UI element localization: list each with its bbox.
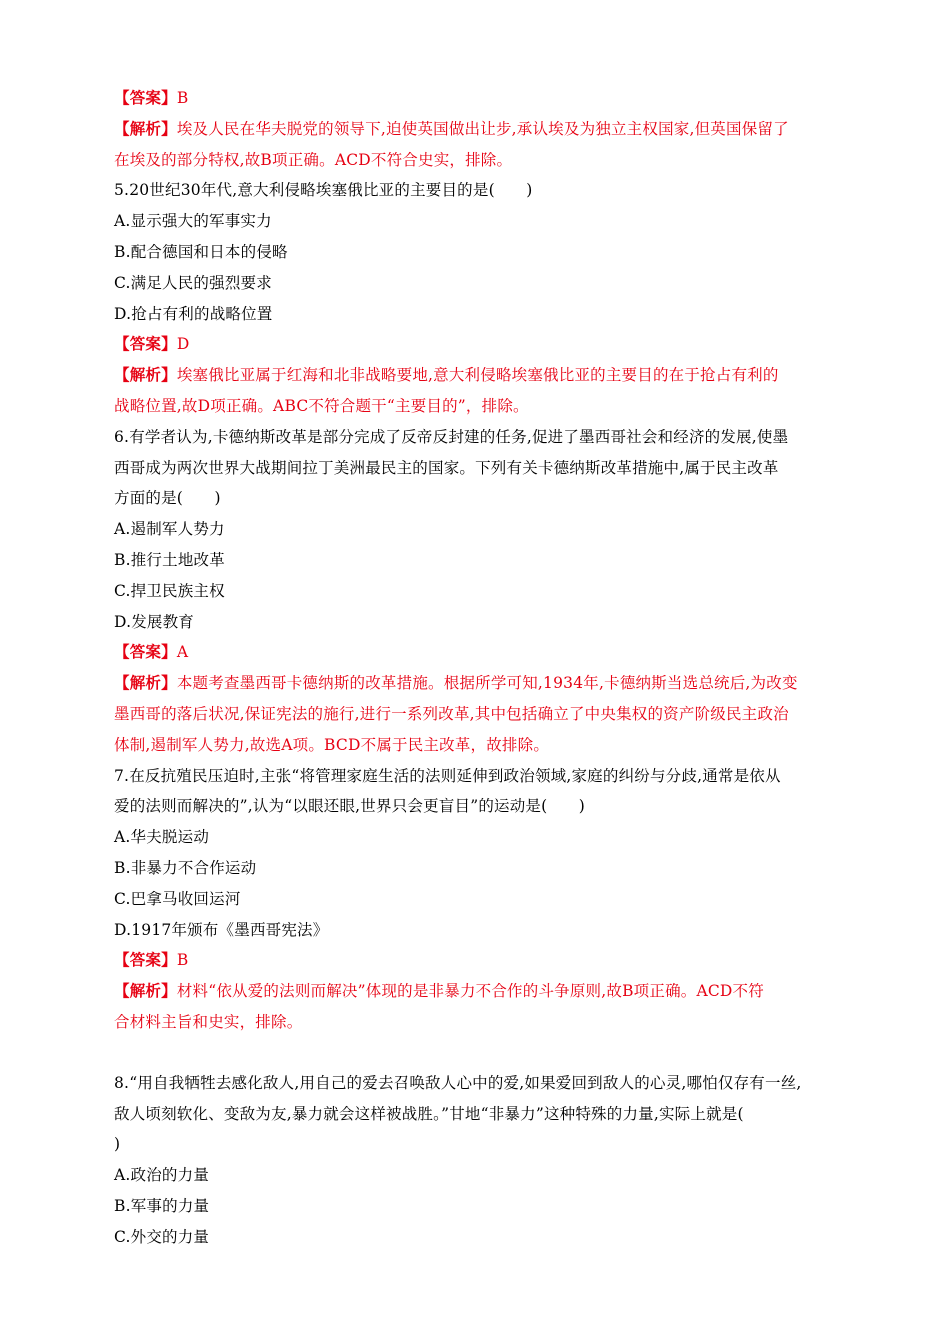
option-line <box>114 1191 840 1222</box>
option-text: B.配合德国和日本的侵略 <box>114 242 288 261</box>
question-line <box>114 791 840 822</box>
question-text: ) <box>114 1135 121 1154</box>
option-text: A.显示强大的军事实力 <box>114 212 272 231</box>
option-text: A.政治的力量 <box>114 1166 210 1185</box>
option-text: D.发展教育 <box>114 612 195 631</box>
analysis-text: 本题考查墨西哥卡德纳斯的改革措施。根据所学可知,1934年,卡德纳斯当选总统后,为改变 <box>176 674 798 693</box>
option-text: C.巴拿马收回运河 <box>114 889 241 908</box>
question-line <box>114 453 840 484</box>
question-line <box>114 761 840 792</box>
document-content <box>114 83 840 1252</box>
answer-text: B <box>176 89 189 107</box>
analysis-text: 体制,遏制军人势力,故选A项。BCD不属于民主改革，故排除。 <box>114 735 550 754</box>
analysis-line <box>114 699 840 730</box>
option-line <box>114 299 840 330</box>
question-text: 敌人顷刻软化、变敌为友,暴力就会这样被战胜。”甘地“非暴力”这种特殊的力量,实际上就是( <box>114 1104 744 1123</box>
answer-text: A <box>176 643 189 662</box>
analysis-line <box>114 145 840 176</box>
option-line <box>114 915 840 946</box>
option-line <box>114 576 840 607</box>
option-text: D.1917年颁布《墨西哥宪法》 <box>114 920 329 939</box>
answer-line <box>114 637 840 668</box>
option-text: C.捍卫民族主权 <box>114 581 225 600</box>
option-line <box>114 853 840 884</box>
paragraph-gap <box>114 1038 840 1068</box>
option-line <box>114 884 840 915</box>
question-line <box>114 1099 840 1130</box>
answer-line <box>114 329 840 360</box>
analysis-text: 在埃及的部分特权,故B项正确。ACD不符合史实，排除。 <box>114 150 513 169</box>
answer-line <box>114 945 840 976</box>
analysis-text: 埃及人民在华夫脱党的领导下,迫使英国做出让步,承认埃及为独立主权国家,但英国保留了 <box>176 119 789 138</box>
question-line <box>114 483 840 514</box>
option-text: C.外交的力量 <box>114 1227 210 1246</box>
question-text: 方面的是( ) <box>114 489 221 508</box>
option-text: D.抢占有利的战略位置 <box>114 304 273 323</box>
analysis-line <box>114 668 840 699</box>
option-line <box>114 607 840 638</box>
question-text: 8.“用自我牺牲去感化敌人,用自己的爱去召唤敌人心中的爱,如果爱回到敌人的心灵,哪怕仅存有一丝, <box>114 1073 802 1092</box>
answer-tag: 【答案】 <box>114 642 177 662</box>
option-line <box>114 514 840 545</box>
analysis-line <box>114 1007 840 1038</box>
option-line <box>114 545 840 576</box>
answer-tag: 【答案】 <box>114 950 177 970</box>
analysis-tag: 【解析】 <box>114 118 177 138</box>
question-line <box>114 175 840 206</box>
analysis-text: 墨西哥的落后状况,保证宪法的施行,进行一系列改革,其中包括确立了中央集权的资产阶级民主政治 <box>114 704 789 723</box>
question-text: 爱的法则而解决的”,认为“以眼还眼,世界只会更盲目”的运动是( ) <box>114 797 586 816</box>
question-line <box>114 422 840 453</box>
answer-text: B <box>176 951 189 970</box>
analysis-text: 材料“依从爱的法则而解决”体现的是非暴力不合作的斗争原则,故B项正确。ACD不符 <box>176 982 764 1001</box>
question-line <box>114 1129 840 1160</box>
option-line <box>114 1160 840 1191</box>
analysis-line <box>114 730 840 761</box>
option-line <box>114 206 840 237</box>
analysis-line <box>114 391 840 422</box>
answer-text: D <box>176 335 190 354</box>
question-text: 7.在反抗殖民压迫时,主张“将管理家庭生活的法则延伸到政治领域,家庭的纠纷与分歧,通常是依从 <box>114 766 781 785</box>
answer-tag: 【答案】 <box>114 334 177 354</box>
option-line <box>114 237 840 268</box>
option-text: B.军事的力量 <box>114 1196 210 1215</box>
answer-tag: 【答案】 <box>114 88 177 107</box>
option-text: C.满足人民的强烈要求 <box>114 273 272 292</box>
analysis-line <box>114 114 840 145</box>
option-text: A.华夫脱运动 <box>114 828 210 847</box>
option-line <box>114 1222 840 1253</box>
analysis-line <box>114 360 840 391</box>
option-text: B.推行土地改革 <box>114 550 225 569</box>
analysis-line <box>114 976 840 1007</box>
question-line <box>114 1068 840 1099</box>
analysis-tag: 【解析】 <box>114 981 177 1001</box>
question-text: 6.有学者认为,卡德纳斯改革是部分完成了反帝反封建的任务,促进了墨西哥社会和经济的发展,使墨 <box>114 427 789 446</box>
analysis-text: 战略位置,故D项正确。ABC不符合题干“主要目的”，排除。 <box>114 396 529 415</box>
analysis-tag: 【解析】 <box>114 365 177 385</box>
option-text: B.非暴力不合作运动 <box>114 858 257 877</box>
option-line <box>114 268 840 299</box>
answer-line <box>114 83 840 114</box>
option-text: A.遏制军人势力 <box>114 520 225 539</box>
analysis-text: 埃塞俄比亚属于红海和北非战略要地,意大利侵略埃塞俄比亚的主要目的在于抢占有利的 <box>176 366 779 385</box>
question-text: 5.20世纪30年代,意大利侵略埃塞俄比亚的主要目的是( ) <box>114 181 533 200</box>
analysis-text: 合材料主旨和史实，排除。 <box>114 1012 303 1031</box>
question-text: 西哥成为两次世界大战期间拉丁美洲最民主的国家。下列有关卡德纳斯改革措施中,属于民主改革 <box>114 458 779 477</box>
option-line <box>114 822 840 853</box>
analysis-tag: 【解析】 <box>114 673 177 693</box>
